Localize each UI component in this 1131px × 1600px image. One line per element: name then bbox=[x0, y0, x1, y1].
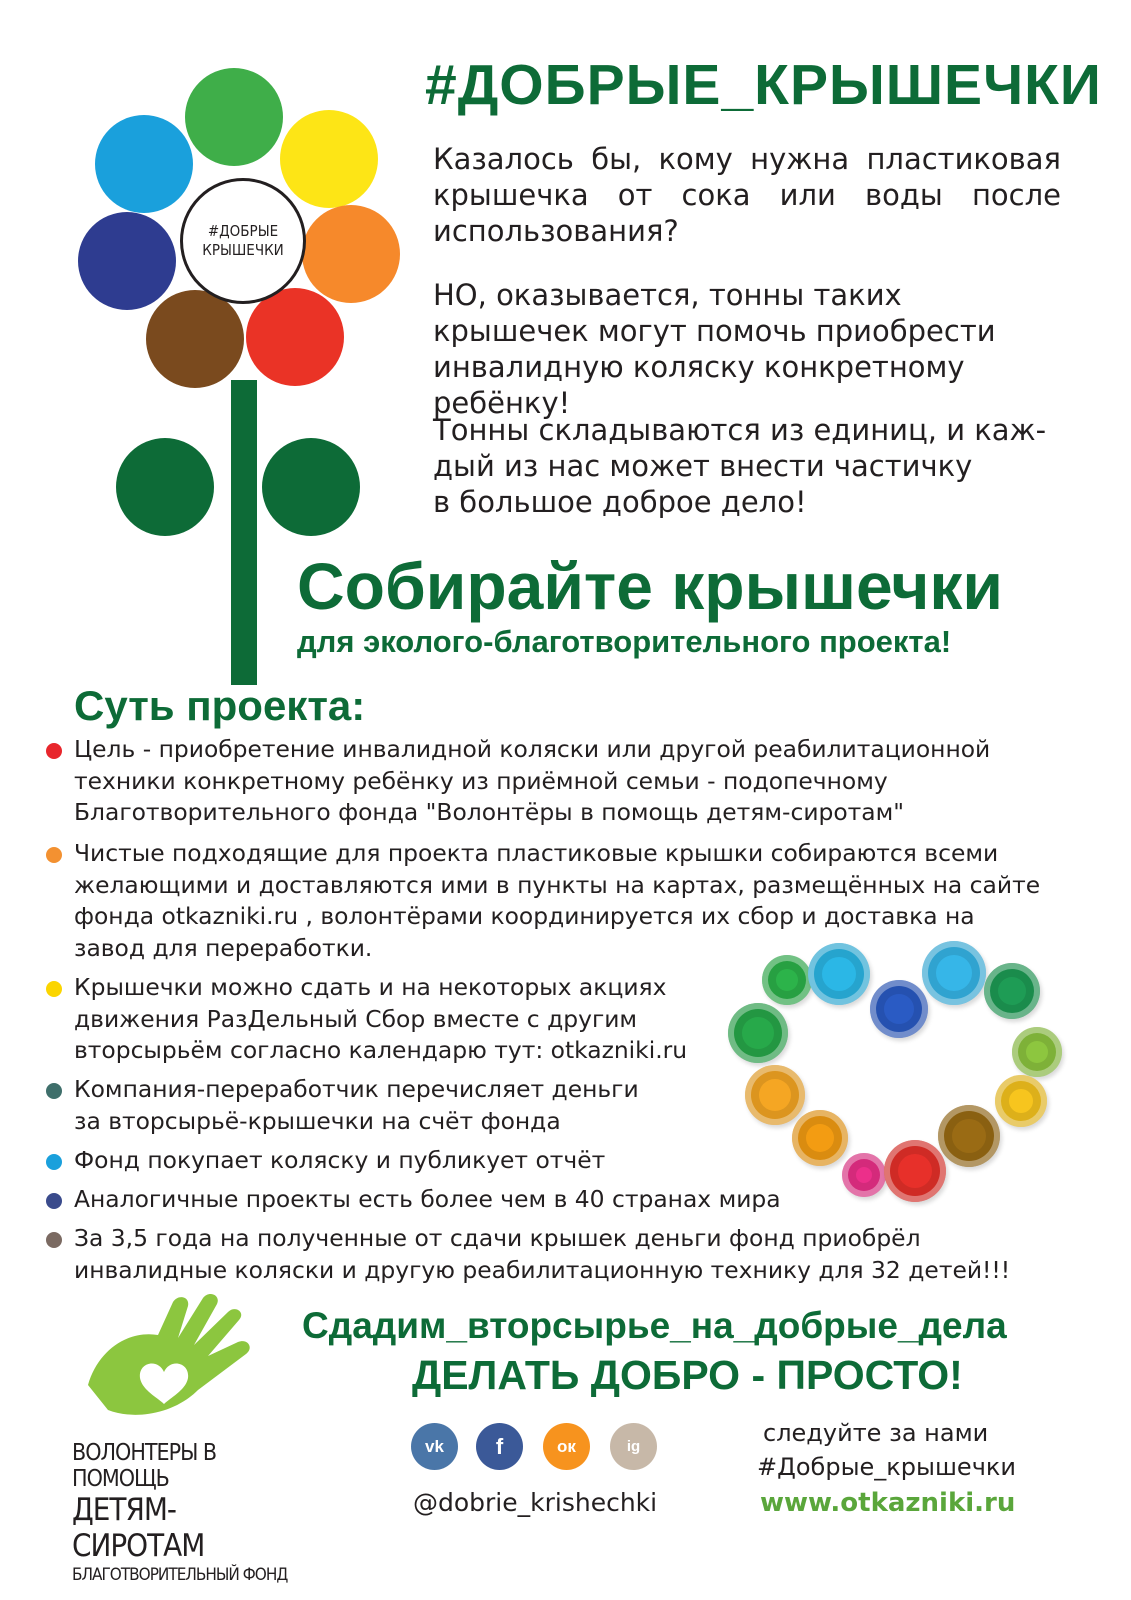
collect-caps-title: Собирайте крышечки bbox=[297, 549, 1003, 623]
cap bbox=[922, 941, 986, 1005]
cap bbox=[884, 1140, 946, 1202]
essence-item-text: Аналогичные проекты есть более чем в 40 странах мира bbox=[74, 1185, 781, 1213]
cap bbox=[870, 980, 928, 1038]
intro-paragraph-3: Тонны складываются из единиц, и каж- дый из нас может внести частичку в большое доброе дело! bbox=[433, 413, 1047, 519]
logo-circle-navy bbox=[78, 212, 176, 310]
instagram-icon-label: ig bbox=[626, 1438, 641, 1455]
logo-center-line1: #ДОБРЫЕ bbox=[207, 222, 279, 240]
cap bbox=[728, 1003, 788, 1063]
cap bbox=[995, 1075, 1047, 1127]
instagram-icon[interactable] bbox=[610, 1423, 657, 1470]
logo-leaf-left bbox=[116, 438, 214, 536]
bullet-dot-navy bbox=[46, 1193, 62, 1209]
intro-paragraph-1: Казалось бы, кому нужна пластиковая крышечка от сока или воды после использования? bbox=[433, 142, 1061, 248]
follow-hashtag: #Добрые_крышечки bbox=[757, 1453, 1016, 1481]
odnoklassniki-icon-label: ок bbox=[557, 1436, 576, 1456]
logo-leaf-right bbox=[262, 438, 360, 536]
logo-center-circle bbox=[180, 178, 306, 304]
bullet-dot-grey bbox=[46, 1232, 62, 1248]
foundation-name-line2: ДЕТЯМ-СИРОТАМ bbox=[72, 1492, 205, 1564]
bullet-dot-teal bbox=[46, 1083, 62, 1099]
logo-circle-yellow bbox=[280, 110, 378, 208]
logo-circle-green bbox=[185, 68, 283, 166]
bullet-dot-blue bbox=[46, 1154, 62, 1170]
cap bbox=[1012, 1027, 1062, 1077]
cap bbox=[762, 955, 812, 1005]
collect-caps-subtitle: для эколого-благотворительного проекта! bbox=[297, 624, 952, 659]
slogan-line-1: Сдадим_вторсырье_на_добрые_дела bbox=[302, 1305, 1007, 1346]
logo-circle-red bbox=[246, 288, 344, 386]
cap bbox=[808, 943, 870, 1005]
foundation-name-line3: БЛАГОТВОРИТЕЛЬНЫЙ ФОНД bbox=[72, 1565, 288, 1585]
cap bbox=[842, 1153, 886, 1197]
follow-us-text: следуйте за нами bbox=[763, 1419, 989, 1447]
facebook-icon[interactable] bbox=[476, 1423, 523, 1470]
intro-paragraph-2: НО, оказывается, тонны таких крышечек могут помочь приобрести инвалидную коляску конкретному ребёнку! bbox=[433, 278, 996, 420]
logo-stem bbox=[231, 380, 257, 685]
hashtag-title: #ДОБРЫЕ_КРЫШЕЧКИ bbox=[425, 53, 1102, 117]
essence-item-text: Крышечки можно сдать и на некоторых акциях движения РазДельный Сбор вместе с другим вторсырьём согласно календарю тут: otkazniki.ru bbox=[74, 973, 688, 1064]
logo-circle-blue bbox=[95, 115, 193, 213]
bullet-dot-orange bbox=[46, 847, 62, 863]
hand-heart-logo-icon bbox=[78, 1290, 278, 1440]
foundation-name bbox=[72, 1440, 302, 1586]
cap bbox=[745, 1065, 805, 1125]
vk-icon-label: vk bbox=[425, 1436, 444, 1456]
cap bbox=[792, 1110, 848, 1166]
odnoklassniki-icon[interactable] bbox=[543, 1423, 590, 1470]
essence-item-text: За 3,5 года на полученные от сдачи крышек деньги фонд приобрёл инвалидные коляски и другую реабилитационную технику для 32 детей!!! bbox=[74, 1224, 1011, 1284]
logo-circle-orange bbox=[302, 205, 400, 303]
foundation-name-line1: ВОЛОНТЕРЫ В ПОМОЩЬ bbox=[72, 1440, 217, 1492]
cap bbox=[984, 963, 1040, 1019]
logo-center-line2: КРЫШЕЧКИ bbox=[202, 241, 284, 259]
caps-heart-image bbox=[720, 935, 1065, 1220]
website-link[interactable]: www.otkazniki.ru bbox=[760, 1488, 1016, 1518]
logo-circle-brown bbox=[146, 290, 244, 388]
essence-item-text: Компания-переработчик перечисляет деньги за вторсырьё-крышечки на счёт фонда bbox=[74, 1075, 639, 1135]
bullet-dot-red bbox=[46, 743, 62, 759]
slogan-line-2: ДЕЛАТЬ ДОБРО - ПРОСТО! bbox=[412, 1352, 963, 1398]
vk-icon[interactable] bbox=[411, 1423, 458, 1470]
bullet-dot-yellow bbox=[46, 981, 62, 997]
essence-item-text: Фонд покупает коляску и публикует отчёт bbox=[74, 1146, 606, 1174]
essence-item-text: Цель - приобретение инвалидной коляски или другой реабилитационной техники конкретному ребёнку из приёмной семьи - подопечному Благотворительного фонда "Волонтёры в помощь детям-сиротам" bbox=[74, 735, 991, 826]
essence-item-text: Чистые подходящие для проекта пластиковые крышки собираются всеми желающими и доставляются ими в пункты на картах, размещённых на сайте фонда otkazniki.ru , волонтёрами координируется их сбор и доставка на завод для переработки. bbox=[74, 839, 1041, 962]
facebook-icon-label: f bbox=[495, 1433, 504, 1459]
social-handle: @dobrie_krishechki bbox=[413, 1488, 658, 1517]
cap bbox=[938, 1105, 1000, 1167]
project-essence-title: Суть проекта: bbox=[74, 682, 366, 729]
